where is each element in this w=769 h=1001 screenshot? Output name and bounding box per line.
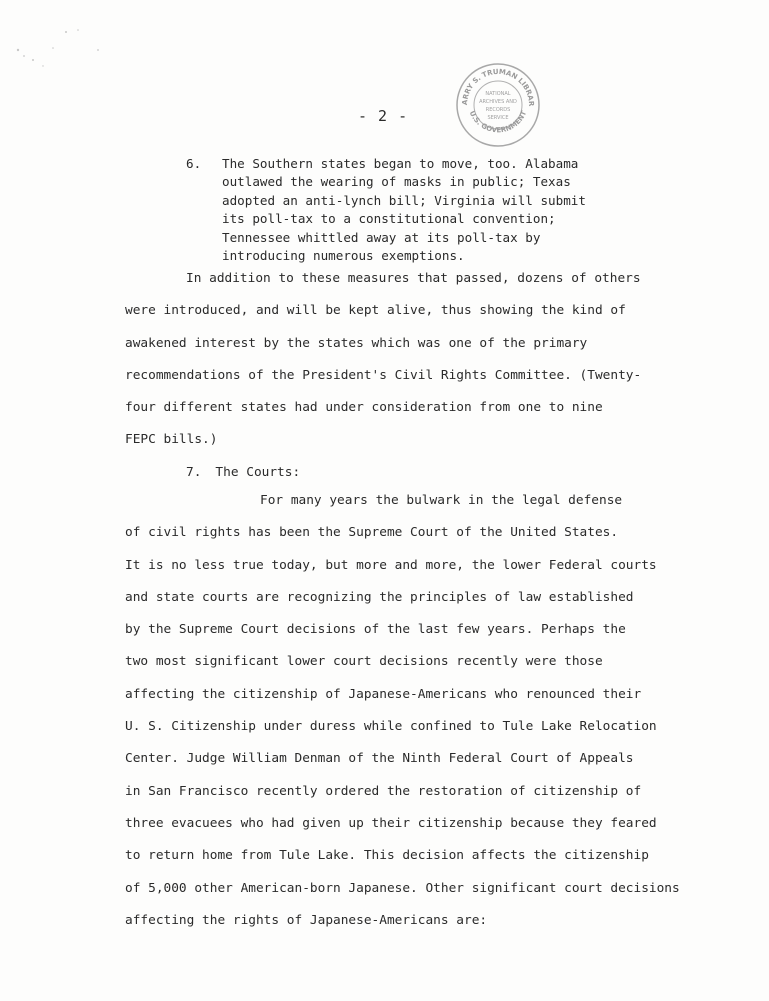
paragraph-line: to return home from Tule Lake. This decision affects the citizenship: [125, 848, 649, 864]
stamp-inner-line: ARCHIVES AND: [479, 99, 517, 105]
stamp-inner-line: NATIONAL: [485, 91, 511, 97]
paragraph-line: U. S. Citizenship under duress while confined to Tule Lake Relocation: [125, 719, 657, 735]
paragraph-line: Center. Judge William Denman of the Ninth Federal Court of Appeals: [125, 751, 634, 767]
list-item-line: outlawed the wearing of masks in public; Texas: [222, 174, 571, 190]
paragraph-line: FEPC bills.): [125, 432, 218, 448]
paragraph-line: It is no less true today, but more and more, the lower Federal courts: [125, 557, 657, 573]
paragraph-line: were introduced, and will be kept alive, thus showing the kind of: [125, 303, 626, 319]
list-item-line: adopted an anti-lynch bill; Virginia will submit: [222, 192, 586, 208]
paragraph-line: three evacuees who had given up their citizenship because they feared: [125, 815, 657, 831]
stamp-inner-line: SERVICE: [487, 115, 509, 121]
paragraph-state-measures: [125, 263, 725, 457]
list-item-line: its poll-tax to a constitutional convention;: [222, 211, 556, 227]
paragraph-line: in San Francisco recently ordered the restoration of citizenship of: [125, 783, 642, 799]
paragraph-line: affecting the citizenship of Japanese-Americans who renounced their: [125, 686, 642, 702]
stamp-bottom-text: U.S. GOVERNMENT: [467, 109, 529, 135]
list-item-number: 6.: [186, 156, 202, 171]
paragraph-line: For many years the bulwark in the legal defense: [260, 493, 623, 508]
list-item-line: The Southern states began to move, too. Alabama: [222, 156, 579, 171]
stamp-top-text: ARRY S. TRUMAN LIBRAR: [460, 67, 536, 107]
stamp-inner-line: RECORDS: [485, 107, 511, 113]
paragraph-line: of civil rights has been the Supreme Court of the United States.: [125, 525, 619, 541]
seal-icon: [455, 62, 541, 148]
paragraph-line: affecting the rights of Japanese-Americans are:: [125, 912, 488, 928]
paragraph-line: by the Supreme Court decisions of the last few years. Perhaps the: [125, 622, 626, 638]
paragraph-line: two most significant lower court decisions recently were those: [125, 654, 603, 670]
paragraph-line: recommendations of the President's Civil Rights Committee. (Twenty-: [125, 367, 642, 383]
section-label: The Courts:: [215, 465, 301, 480]
section-heading-courts: [186, 465, 300, 480]
section-number: 7.: [186, 465, 202, 480]
svg-text:U.S. GOVERNMENT: [468, 109, 529, 134]
list-item-line: Tennessee whittled away at its poll-tax by: [222, 229, 541, 245]
list-item-line: introducing numerous exemptions.: [222, 248, 465, 264]
paragraph-line: In addition to these measures that passed, dozens of others: [186, 271, 641, 286]
paragraph-line: of 5,000 other American-born Japanese. Other significant court decisions: [125, 880, 680, 896]
page-number: - 2 -: [358, 107, 409, 125]
paragraph-courts: [125, 485, 725, 937]
paragraph-line: awakened interest by the states which was one of the primary: [125, 335, 588, 351]
archive-stamp: [455, 62, 541, 148]
paper-smudge: [8, 20, 108, 80]
paragraph-line: four different states had under consideration from one to nine: [125, 400, 603, 416]
paragraph-line: and state courts are recognizing the principles of law established: [125, 589, 634, 605]
list-item-6: [186, 155, 626, 265]
